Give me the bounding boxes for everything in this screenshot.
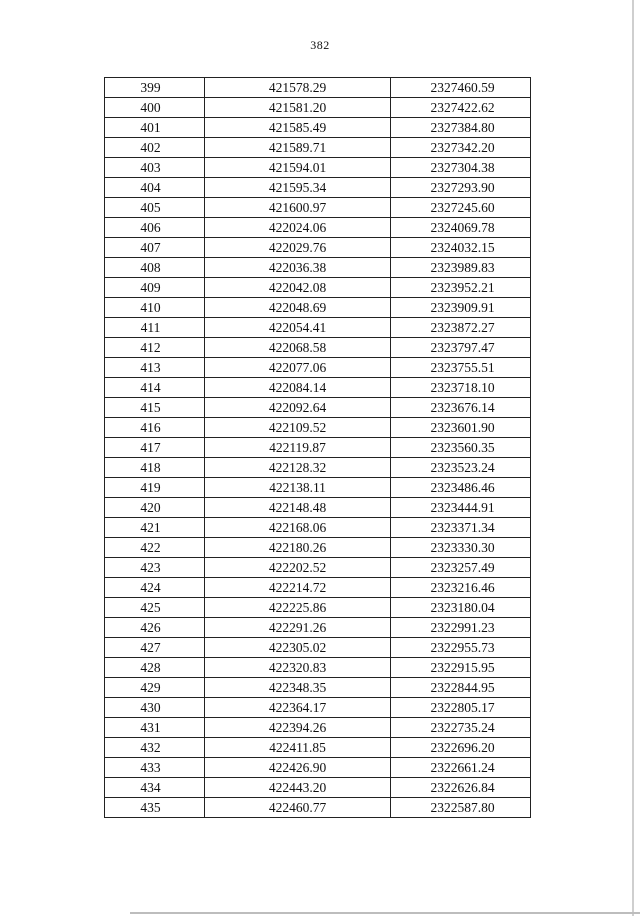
y-coordinate-cell: 2322805.17 <box>391 698 531 718</box>
point-id-cell: 413 <box>105 358 205 378</box>
point-id-cell: 432 <box>105 738 205 758</box>
y-coordinate-cell: 2323371.34 <box>391 518 531 538</box>
x-coordinate-cell: 422128.32 <box>205 458 391 478</box>
point-id-cell: 430 <box>105 698 205 718</box>
x-coordinate-cell: 422168.06 <box>205 518 391 538</box>
table-row <box>105 178 531 198</box>
point-id-cell: 410 <box>105 298 205 318</box>
x-coordinate-cell: 422036.38 <box>205 258 391 278</box>
x-coordinate-cell: 422320.83 <box>205 658 391 678</box>
table-row <box>105 458 531 478</box>
y-coordinate-cell: 2323330.30 <box>391 538 531 558</box>
y-coordinate-cell: 2323718.10 <box>391 378 531 398</box>
x-coordinate-cell: 422109.52 <box>205 418 391 438</box>
point-id-cell: 434 <box>105 778 205 798</box>
table-row <box>105 758 531 778</box>
y-coordinate-cell: 2324069.78 <box>391 218 531 238</box>
point-id-cell: 404 <box>105 178 205 198</box>
point-id-cell: 435 <box>105 798 205 818</box>
y-coordinate-cell: 2323676.14 <box>391 398 531 418</box>
table-row <box>105 98 531 118</box>
x-coordinate-cell: 422138.11 <box>205 478 391 498</box>
table-row <box>105 198 531 218</box>
x-coordinate-cell: 422048.69 <box>205 298 391 318</box>
point-id-cell: 427 <box>105 638 205 658</box>
coordinate-table-body <box>105 78 531 818</box>
y-coordinate-cell: 2323444.91 <box>391 498 531 518</box>
point-id-cell: 399 <box>105 78 205 98</box>
point-id-cell: 411 <box>105 318 205 338</box>
x-coordinate-cell: 422092.64 <box>205 398 391 418</box>
x-coordinate-cell: 421589.71 <box>205 138 391 158</box>
table-row <box>105 658 531 678</box>
x-coordinate-cell: 422291.26 <box>205 618 391 638</box>
x-coordinate-cell: 422225.86 <box>205 598 391 618</box>
point-id-cell: 424 <box>105 578 205 598</box>
page-number: 382 <box>310 38 330 52</box>
point-id-cell: 405 <box>105 198 205 218</box>
y-coordinate-cell: 2323180.04 <box>391 598 531 618</box>
point-id-cell: 415 <box>105 398 205 418</box>
table-row <box>105 118 531 138</box>
table-row <box>105 498 531 518</box>
table-row <box>105 618 531 638</box>
scan-edge-right <box>632 0 634 916</box>
x-coordinate-cell: 422305.02 <box>205 638 391 658</box>
x-coordinate-cell: 422394.26 <box>205 718 391 738</box>
table-row <box>105 738 531 758</box>
x-coordinate-cell: 421585.49 <box>205 118 391 138</box>
y-coordinate-cell: 2322915.95 <box>391 658 531 678</box>
point-id-cell: 416 <box>105 418 205 438</box>
x-coordinate-cell: 422214.72 <box>205 578 391 598</box>
table-row <box>105 778 531 798</box>
x-coordinate-cell: 422202.52 <box>205 558 391 578</box>
point-id-cell: 418 <box>105 458 205 478</box>
table-row <box>105 78 531 98</box>
y-coordinate-cell: 2323755.51 <box>391 358 531 378</box>
table-row <box>105 278 531 298</box>
table-row <box>105 158 531 178</box>
point-id-cell: 429 <box>105 678 205 698</box>
y-coordinate-cell: 2327460.59 <box>391 78 531 98</box>
y-coordinate-cell: 2322955.73 <box>391 638 531 658</box>
y-coordinate-cell: 2324032.15 <box>391 238 531 258</box>
table-row <box>105 598 531 618</box>
x-coordinate-cell: 422460.77 <box>205 798 391 818</box>
table-row <box>105 718 531 738</box>
x-coordinate-cell: 422119.87 <box>205 438 391 458</box>
x-coordinate-cell: 422029.76 <box>205 238 391 258</box>
table-row <box>105 538 531 558</box>
y-coordinate-cell: 2327384.80 <box>391 118 531 138</box>
y-coordinate-cell: 2323486.46 <box>391 478 531 498</box>
table-row <box>105 238 531 258</box>
x-coordinate-cell: 422364.17 <box>205 698 391 718</box>
table-row <box>105 338 531 358</box>
x-coordinate-cell: 421578.29 <box>205 78 391 98</box>
table-row <box>105 558 531 578</box>
table-row <box>105 478 531 498</box>
y-coordinate-cell: 2327422.62 <box>391 98 531 118</box>
y-coordinate-cell: 2323560.35 <box>391 438 531 458</box>
y-coordinate-cell: 2322626.84 <box>391 778 531 798</box>
point-id-cell: 421 <box>105 518 205 538</box>
y-coordinate-cell: 2323523.24 <box>391 458 531 478</box>
table-row <box>105 258 531 278</box>
x-coordinate-cell: 422068.58 <box>205 338 391 358</box>
x-coordinate-cell: 421594.01 <box>205 158 391 178</box>
x-coordinate-cell: 422148.48 <box>205 498 391 518</box>
y-coordinate-cell: 2323601.90 <box>391 418 531 438</box>
point-id-cell: 408 <box>105 258 205 278</box>
point-id-cell: 423 <box>105 558 205 578</box>
y-coordinate-cell: 2327342.20 <box>391 138 531 158</box>
point-id-cell: 400 <box>105 98 205 118</box>
x-coordinate-cell: 422411.85 <box>205 738 391 758</box>
table-row <box>105 638 531 658</box>
point-id-cell: 420 <box>105 498 205 518</box>
y-coordinate-cell: 2327293.90 <box>391 178 531 198</box>
y-coordinate-cell: 2323872.27 <box>391 318 531 338</box>
point-id-cell: 431 <box>105 718 205 738</box>
x-coordinate-cell: 422348.35 <box>205 678 391 698</box>
y-coordinate-cell: 2322844.95 <box>391 678 531 698</box>
point-id-cell: 425 <box>105 598 205 618</box>
y-coordinate-cell: 2322735.24 <box>391 718 531 738</box>
table-row <box>105 518 531 538</box>
table-row <box>105 798 531 818</box>
table-row <box>105 298 531 318</box>
coordinate-table <box>104 77 531 818</box>
table-row <box>105 358 531 378</box>
y-coordinate-cell: 2322991.23 <box>391 618 531 638</box>
x-coordinate-cell: 422077.06 <box>205 358 391 378</box>
x-coordinate-cell: 421595.34 <box>205 178 391 198</box>
point-id-cell: 403 <box>105 158 205 178</box>
table-row <box>105 578 531 598</box>
table-row <box>105 138 531 158</box>
x-coordinate-cell: 422024.06 <box>205 218 391 238</box>
table-row <box>105 378 531 398</box>
y-coordinate-cell: 2322587.80 <box>391 798 531 818</box>
point-id-cell: 419 <box>105 478 205 498</box>
y-coordinate-cell: 2327245.60 <box>391 198 531 218</box>
point-id-cell: 422 <box>105 538 205 558</box>
y-coordinate-cell: 2323952.21 <box>391 278 531 298</box>
x-coordinate-cell: 421600.97 <box>205 198 391 218</box>
table-row <box>105 218 531 238</box>
y-coordinate-cell: 2323797.47 <box>391 338 531 358</box>
point-id-cell: 407 <box>105 238 205 258</box>
table-row <box>105 678 531 698</box>
table-row <box>105 698 531 718</box>
x-coordinate-cell: 422042.08 <box>205 278 391 298</box>
y-coordinate-cell: 2322696.20 <box>391 738 531 758</box>
table-row <box>105 318 531 338</box>
x-coordinate-cell: 421581.20 <box>205 98 391 118</box>
point-id-cell: 409 <box>105 278 205 298</box>
x-coordinate-cell: 422443.20 <box>205 778 391 798</box>
point-id-cell: 428 <box>105 658 205 678</box>
x-coordinate-cell: 422426.90 <box>205 758 391 778</box>
scan-edge-bottom <box>130 912 640 914</box>
point-id-cell: 426 <box>105 618 205 638</box>
y-coordinate-cell: 2323216.46 <box>391 578 531 598</box>
y-coordinate-cell: 2322661.24 <box>391 758 531 778</box>
table-row <box>105 418 531 438</box>
y-coordinate-cell: 2327304.38 <box>391 158 531 178</box>
point-id-cell: 401 <box>105 118 205 138</box>
table-row <box>105 398 531 418</box>
y-coordinate-cell: 2323989.83 <box>391 258 531 278</box>
x-coordinate-cell: 422084.14 <box>205 378 391 398</box>
y-coordinate-cell: 2323257.49 <box>391 558 531 578</box>
y-coordinate-cell: 2323909.91 <box>391 298 531 318</box>
point-id-cell: 402 <box>105 138 205 158</box>
table-row <box>105 438 531 458</box>
point-id-cell: 433 <box>105 758 205 778</box>
x-coordinate-cell: 422054.41 <box>205 318 391 338</box>
point-id-cell: 412 <box>105 338 205 358</box>
point-id-cell: 417 <box>105 438 205 458</box>
x-coordinate-cell: 422180.26 <box>205 538 391 558</box>
point-id-cell: 406 <box>105 218 205 238</box>
point-id-cell: 414 <box>105 378 205 398</box>
